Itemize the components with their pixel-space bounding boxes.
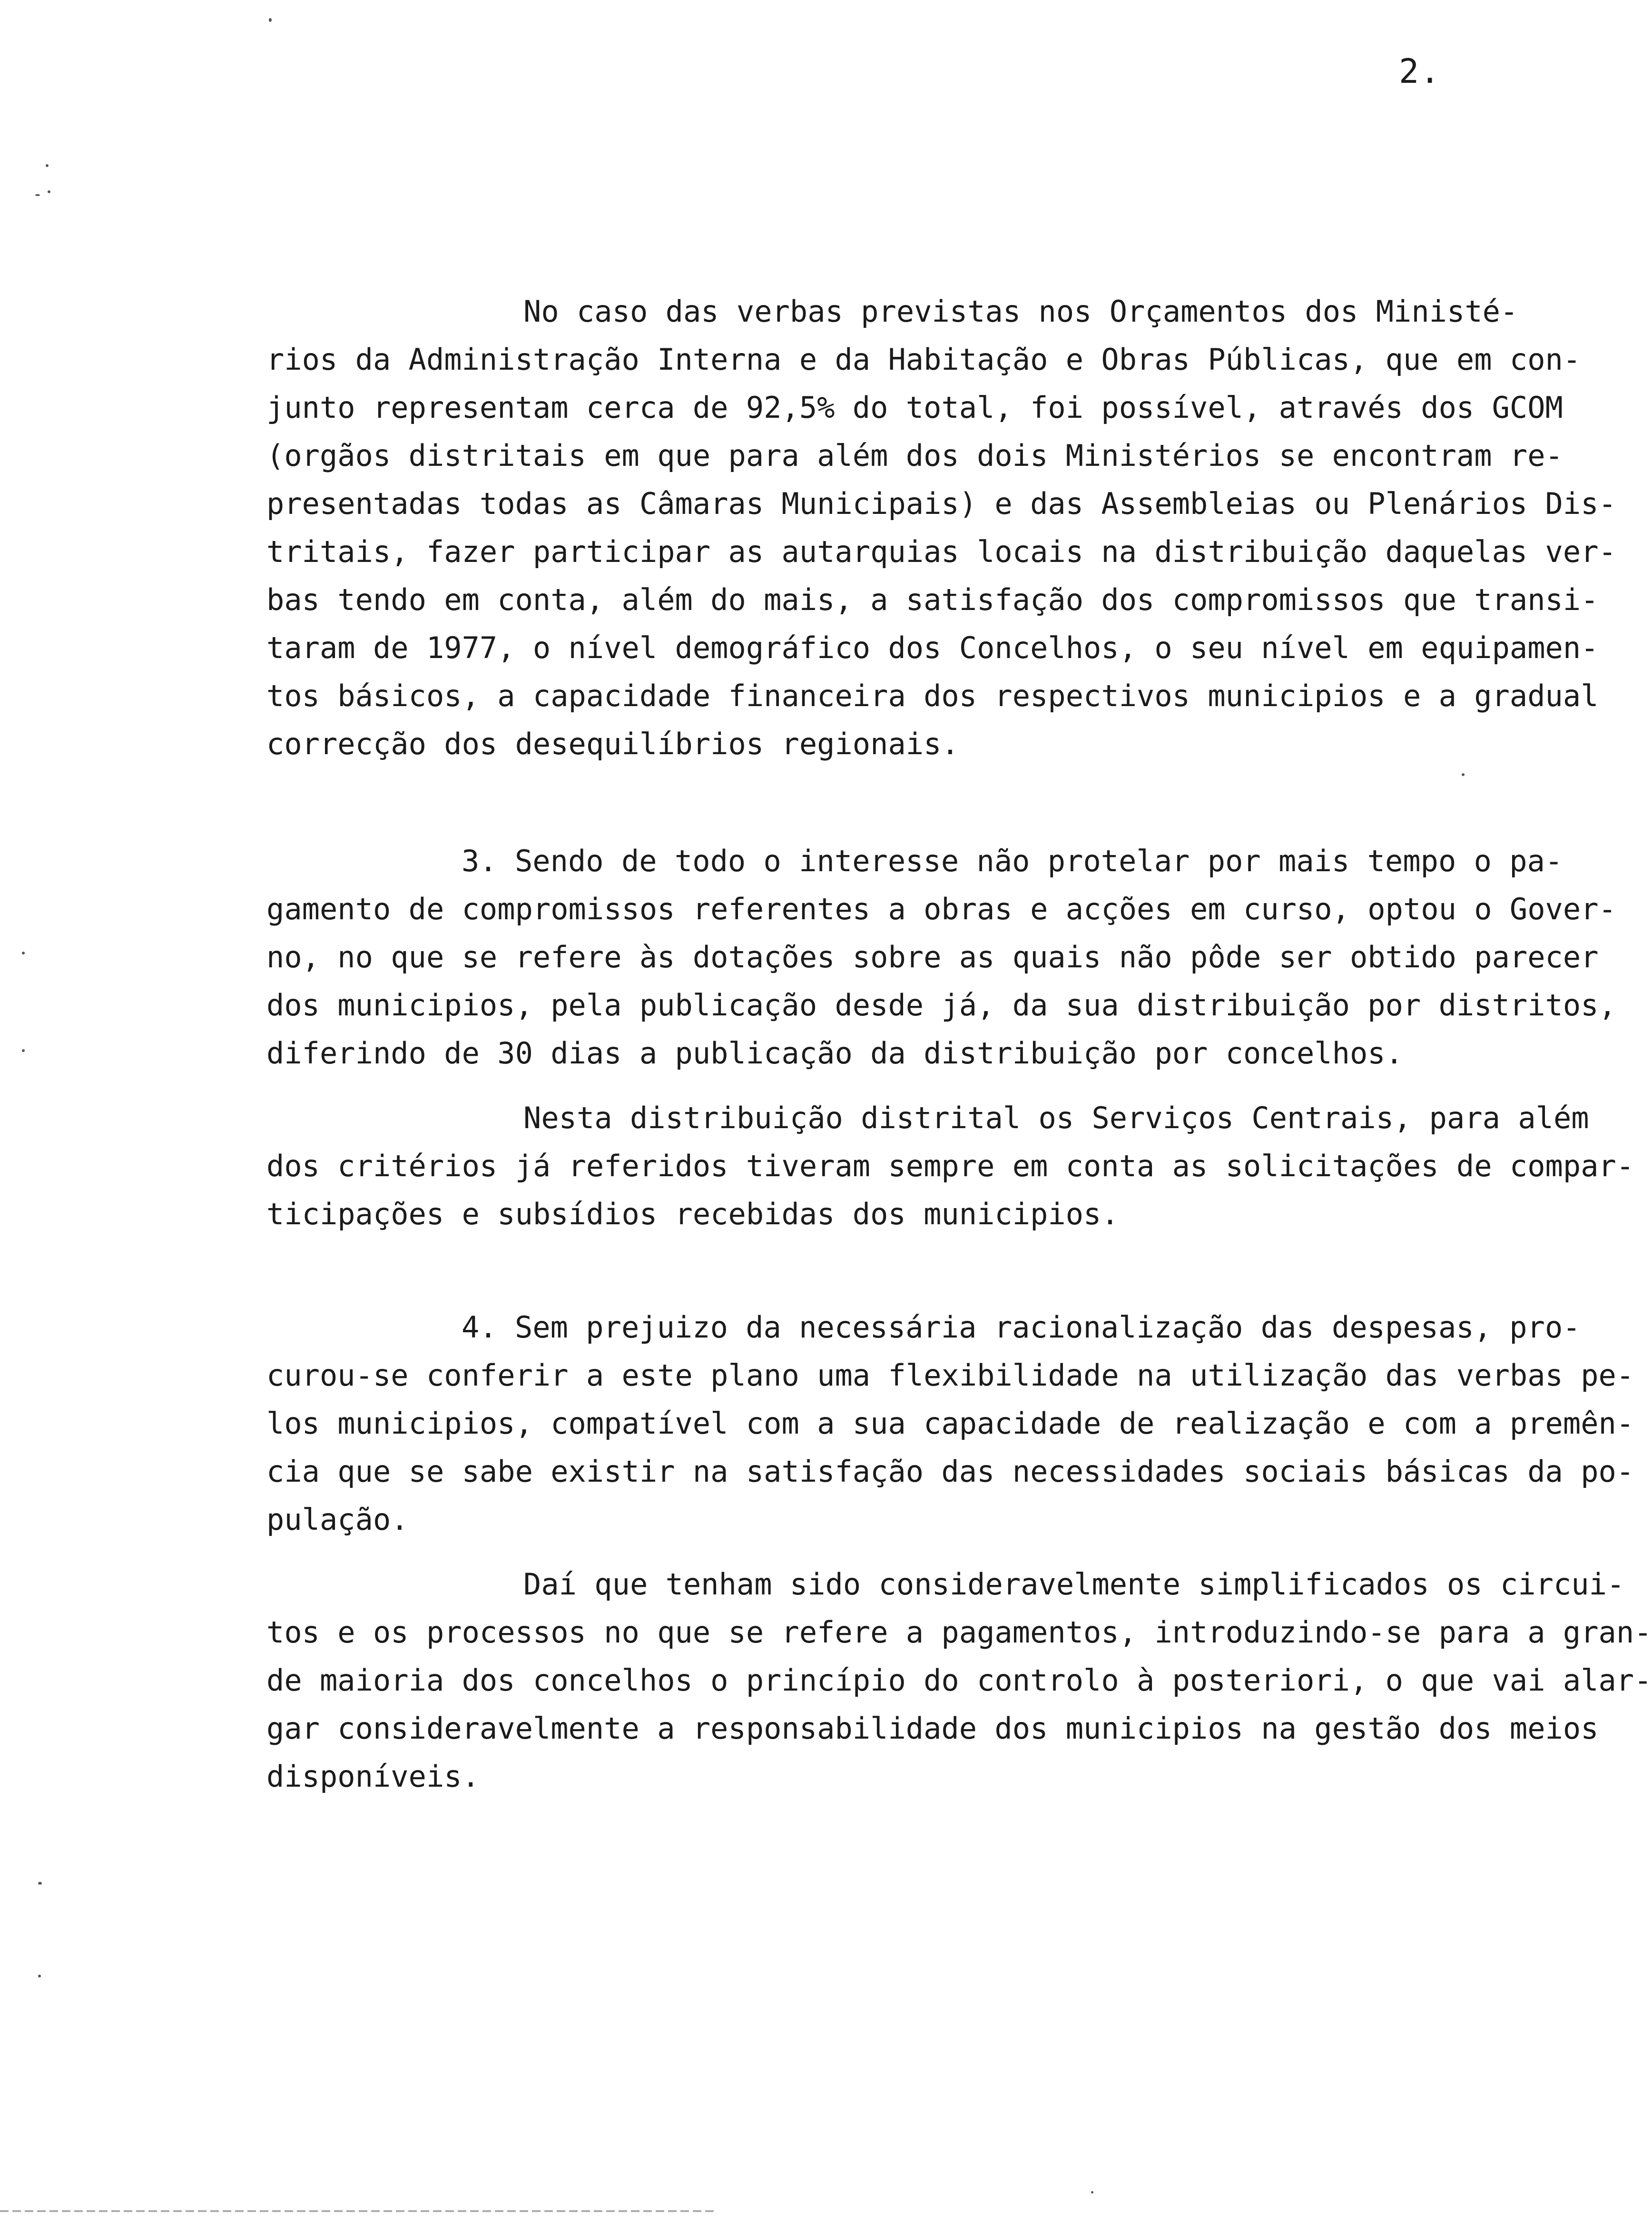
- text-line: taram de 1977, o nível demográfico dos Concelhos, o seu nível em equipamen-: [266, 630, 1599, 665]
- scan-speck: [38, 1882, 42, 1885]
- text-line: disponíveis.: [266, 1759, 480, 1794]
- scan-speck: [1462, 773, 1465, 776]
- text-line: 3. Sendo de todo o interesse não protelar por mais tempo o pa-: [462, 844, 1563, 878]
- scan-speck: [1091, 2191, 1093, 2193]
- text-line: dos critérios já referidos tiveram sempre em conta as solicitações de compar-: [266, 1149, 1634, 1183]
- text-line: ticipações e subsídios recebidas dos municipios.: [266, 1197, 1119, 1231]
- text-line: Daí que tenham sido consideravelmente simplificados os circui-: [523, 1567, 1625, 1602]
- text-line: tos básicos, a capacidade financeira dos respectivos municipios e a gradual: [266, 679, 1599, 713]
- text-line: bas tendo em conta, além do mais, a satisfação dos compromissos que transi-: [266, 582, 1599, 617]
- text-line: gamento de compromissos referentes a obras e acções em curso, optou o Gover-: [266, 892, 1616, 926]
- scan-speck: [269, 18, 272, 22]
- scan-speck: [48, 190, 50, 193]
- text-line: Nesta distribuição distrital os Serviços Centrais, para além: [523, 1101, 1589, 1135]
- text-line: cia que se sabe existir na satisfação das necessidades sociais básicas da po-: [266, 1454, 1634, 1489]
- scan-speck: [35, 194, 40, 196]
- text-line: dos municipios, pela publicação desde já, da sua distribuição por distritos,: [266, 988, 1616, 1023]
- page-number: 2.: [1399, 52, 1441, 91]
- scan-speck: [46, 164, 49, 167]
- text-line: no, no que se refere às dotações sobre as quais não pôde ser obtido parecer: [266, 940, 1599, 974]
- text-line: presentadas todas as Câmaras Municipais) e das Assembleias ou Plenários Dis-: [266, 486, 1616, 521]
- scan-speck: [22, 1049, 25, 1052]
- text-line: (orgãos distritais em que para além dos dois Ministérios se encontram re-: [266, 438, 1563, 473]
- text-line: diferindo de 30 dias a publicação da distribuição por concelhos.: [266, 1036, 1403, 1071]
- text-line: los municipios, compatível com a sua capacidade de realização e com a premên-: [266, 1406, 1634, 1441]
- text-line: rios da Administração Interna e da Habitação e Obras Públicas, que em con-: [266, 342, 1581, 377]
- text-line: de maioria dos concelhos o princípio do controlo à posteriori, o que vai alar-: [266, 1663, 1652, 1698]
- text-line: gar consideravelmente a responsabilidade dos municipios na gestão dos meios: [266, 1711, 1599, 1746]
- text-line: tos e os processos no que se refere a pagamentos, introduzindo-se para a gran-: [266, 1615, 1652, 1650]
- text-line: No caso das verbas previstas nos Orçamentos dos Ministé-: [523, 294, 1518, 329]
- text-line: pulação.: [266, 1502, 409, 1537]
- text-line: 4. Sem prejuizo da necessária racionalização das despesas, pro-: [462, 1310, 1581, 1345]
- text-line: curou-se conferir a este plano uma flexibilidade na utilização das verbas pe-: [266, 1358, 1634, 1393]
- scan-speck: [22, 952, 25, 954]
- text-line: junto representam cerca de 92,5% do total, foi possível, através dos GCOM: [266, 390, 1563, 425]
- text-line: tritais, fazer participar as autarquias locais na distribuição daquelas ver-: [266, 534, 1616, 569]
- scan-edge-line: [0, 2210, 714, 2212]
- text-line: correcção dos desequilíbrios regionais.: [266, 727, 959, 761]
- scan-speck: [38, 1975, 41, 1977]
